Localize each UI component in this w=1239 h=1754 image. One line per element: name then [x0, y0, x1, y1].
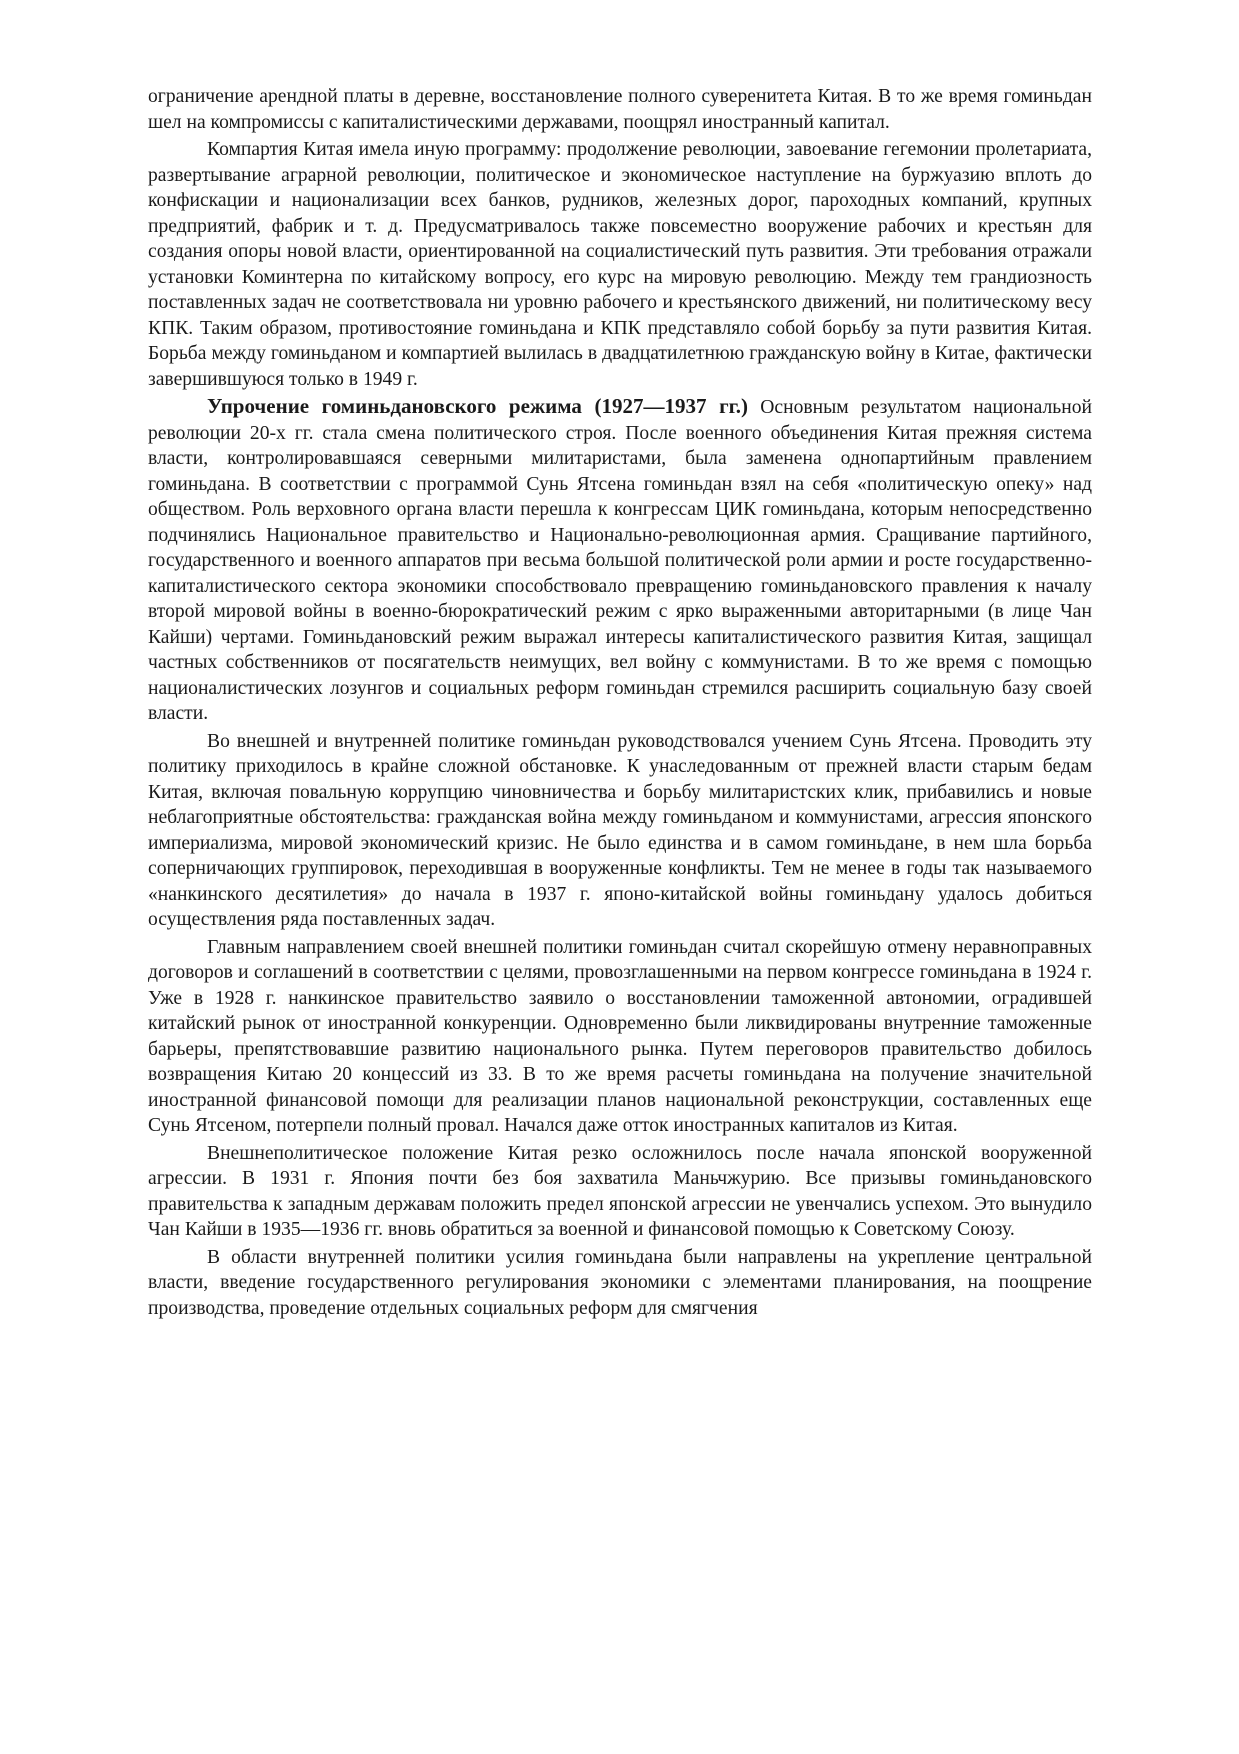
section-heading: Упрочение гоминьдановского режима (1927—1937 гг.) — [207, 394, 749, 418]
paragraph: В области внутренней политики усилия гоминьдана были направлены на укрепление центральной власти, введение государственного регулирования экономики с элементами планирования, на поощрение производства, проведение отдельных социальных реформ для смягчения — [148, 1246, 1092, 1319]
paragraph: Компартия Китая имела иную программу: продолжение революции, завоевание гегемонии пролетариата, развертывание аграрной революции, политическое и экономическое наступление на буржуазию вплоть до конфискации и национализации всех банков, рудников, железных дорог, пароходных компаний, крупных предприятий, фабрик и т. д. Предусматривалось также повсеместно вооружение рабочих и крестьян для создания опоры новой власти, ориентированной на социалистический путь развития. Эти требования отражали установки Коминтерна по китайскому вопросу, его курс на мировую революцию. Между тем грандиозность поставленных задач не соответствовала ни уровню рабочего и крестьянского движений, ни политическому весу КПК. Таким образом, противостояние гоминьдана и КПК представляло собой борьбу за пути развития Китая. Борьба между гоминьданом и компартией вылилась в двадцатилетнюю гражданскую войну в Китае, фактически завершившуюся только в 1949 г. — [148, 139, 1092, 390]
document-page — [148, 84, 1092, 1323]
paragraph: Во внешней и внутренней политике гоминьдан руководствовался учением Сунь Ятсена. Проводить эту политику приходилось в крайне сложной обстановке. К унаследованным от прежней власти старым бедам Китая, включая повальную коррупцию чиновничества и борьбу милитаристских клик, прибавились и новые неблагоприятные обстоятельства: гражданская война между гоминьданом и коммунистами, агрессия японского империализма, мировой экономический кризис. Не было единства и в самом гоминьдане, в нем шла борьба соперничающих группировок, переходившая в вооруженные конфликты. Тем не менее в годы так называемого «нанкинского десятилетия» до начала в 1937 г. японо-китайской войны гоминьдану удалось добиться осуществления ряда поставленных задач. — [148, 730, 1092, 930]
paragraph: Внешнеполитическое положение Китая резко осложнилось после начала японской вооруженной агрессии. В 1931 г. Япония почти без боя захватила Маньчжурию. Все призывы гоминьдановского правительства к западным державам положить предел японской агрессии не увенчались успехом. Это вынудило Чан Кайши в 1935—1936 гг. вновь обратиться за военной и финансовой помощью к Советскому Союзу. — [148, 1142, 1092, 1240]
paragraph-with-heading — [148, 394, 1092, 727]
paragraph-text: Основным результатом национальной революции 20-х гг. стала смена политического строя. После военного объединения Китая прежняя система власти, контролировавшаяся северными милитаристами, была заменена однопартийным правлением гоминьдана. В соответствии с программой Сунь Ятсена гоминьдан взял на себя «политическую опеку» над обществом. Роль верховного органа власти перешла к конгрессам ЦИК гоминьдана, которым непосредственно подчинялись Национальное правительство и Национально-революционная армия. Сращивание партийного, государственного и военного аппаратов при весьма большой политической роли армии и росте государственно-капиталистического сектора экономики способствовало превращению гоминьдановского правления к началу второй мировой войны в военно-бюрократический режим с ярко выраженными авторитарными (в лице Чан Кайши) чертами. Гоминьдановский режим выражал интересы капиталистического развития Китая, защищал частных собственников от посягательств неимущих, вел войну с коммунистами. В то же время с помощью националистических лозунгов и социальных реформ гоминьдан стремился расширить социальную базу своей власти. — [148, 397, 1092, 724]
paragraph: ограничение арендной платы в деревне, восстановление полного суверенитета Китая. В то же время гоминьдан шел на компромиссы с капиталистическими державами, поощрял иностранный капитал. — [148, 86, 1092, 133]
paragraph: Главным направлением своей внешней политики гоминьдан считал скорейшую отмену неравноправных договоров и соглашений в соответствии с целями, провозглашенными на первом конгрессе гоминьдана в 1924 г. Уже в 1928 г. нанкинское правительство заявило о восстановлении таможенной автономии, оградившей китайский рынок от иностранной конкуренции. Одновременно были ликвидированы внутренние таможенные барьеры, препятствовавшие развитию национального рынка. Путем переговоров правительство добилось возвращения Китаю 20 концессий из 33. В то же время расчеты гоминьдана на получение значительной иностранной финансовой помощи для реализации планов национальной реконструкции, составленных еще Сунь Ятсеном, потерпели полный провал. Начался даже отток иностранных капиталов из Китая. — [148, 936, 1092, 1136]
